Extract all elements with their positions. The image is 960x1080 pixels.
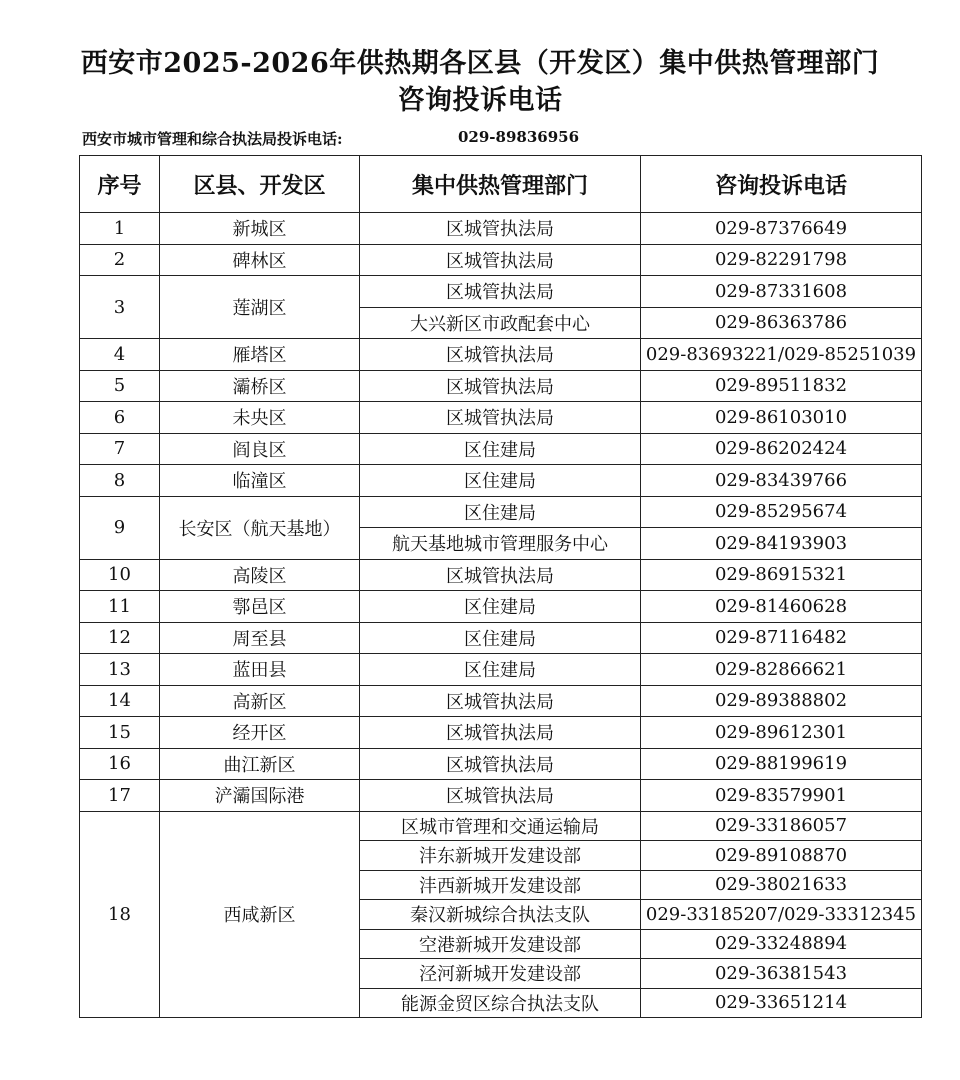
table-row: [80, 622, 922, 654]
table-row: [80, 402, 922, 434]
phone-cell: 029-89108870: [641, 841, 922, 871]
phone-cell: 029-88199619: [641, 748, 922, 780]
district-cell: 阎良区: [160, 433, 360, 465]
hotline-number: 029-89836956: [458, 128, 580, 146]
phone-cell: 029-33185207/029-33312345: [641, 900, 922, 930]
phone-cell: 029-86915321: [641, 559, 922, 591]
phone-cell: 029-89511832: [641, 370, 922, 402]
table-row: [80, 276, 922, 308]
serial-cell: 11: [80, 591, 160, 623]
serial-cell: 4: [80, 339, 160, 371]
district-cell: 碑林区: [160, 244, 360, 276]
district-cell: 高陵区: [160, 559, 360, 591]
table-body: [80, 213, 922, 1018]
department-cell: 区住建局: [360, 654, 641, 686]
serial-cell: 7: [80, 433, 160, 465]
department-cell: 能源金贸区综合执法支队: [360, 988, 641, 1018]
phone-cell: 029-83693221/029-85251039: [641, 339, 922, 371]
department-cell: 区城市管理和交通运输局: [360, 811, 641, 841]
heating-contacts-table: [79, 155, 922, 1018]
table-row: [80, 496, 922, 528]
phone-cell: 029-33186057: [641, 811, 922, 841]
table-row: [80, 559, 922, 591]
page-subtitle: 咨询投诉电话: [397, 85, 563, 116]
serial-cell: 12: [80, 622, 160, 654]
table-row: [80, 370, 922, 402]
serial-cell: 17: [80, 780, 160, 812]
table-row: [80, 685, 922, 717]
table-row: [80, 780, 922, 812]
table-row: [80, 433, 922, 465]
serial-cell: 18: [80, 811, 160, 1018]
department-cell: 空港新城开发建设部: [360, 929, 641, 959]
table-row: [80, 811, 922, 841]
phone-cell: 029-87376649: [641, 213, 922, 245]
table-row: [80, 244, 922, 276]
department-cell: 区城管执法局: [360, 748, 641, 780]
department-cell: 区城管执法局: [360, 685, 641, 717]
department-cell: 区住建局: [360, 465, 641, 497]
department-cell: 区住建局: [360, 591, 641, 623]
phone-cell: 029-33651214: [641, 988, 922, 1018]
serial-cell: 16: [80, 748, 160, 780]
serial-cell: 1: [80, 213, 160, 245]
serial-cell: 5: [80, 370, 160, 402]
phone-cell: 029-86363786: [641, 307, 922, 339]
table-row: [80, 213, 922, 245]
department-cell: 区住建局: [360, 433, 641, 465]
city-hotline: [82, 128, 580, 149]
header-serial: 序号: [80, 156, 160, 213]
department-cell: 大兴新区市政配套中心: [360, 307, 641, 339]
department-cell: 区城管执法局: [360, 276, 641, 308]
phone-cell: 029-89612301: [641, 717, 922, 749]
district-cell: 莲湖区: [160, 276, 360, 339]
department-cell: 沣西新城开发建设部: [360, 870, 641, 900]
district-cell: 西咸新区: [160, 811, 360, 1018]
table-header-row: [80, 156, 922, 213]
hotline-label: 西安市城市管理和综合执法局投诉电话:: [82, 130, 343, 148]
district-cell: 蓝田县: [160, 654, 360, 686]
district-cell: 高新区: [160, 685, 360, 717]
serial-cell: 13: [80, 654, 160, 686]
phone-cell: 029-87331608: [641, 276, 922, 308]
department-cell: 区城管执法局: [360, 780, 641, 812]
department-cell: 区住建局: [360, 622, 641, 654]
department-cell: 秦汉新城综合执法支队: [360, 900, 641, 930]
serial-cell: 14: [80, 685, 160, 717]
district-cell: 周至县: [160, 622, 360, 654]
serial-cell: 2: [80, 244, 160, 276]
table-row: [80, 339, 922, 371]
header-district: 区县、开发区: [160, 156, 360, 213]
phone-cell: 029-85295674: [641, 496, 922, 528]
department-cell: 沣东新城开发建设部: [360, 841, 641, 871]
department-cell: 航天基地城市管理服务中心: [360, 528, 641, 560]
phone-cell: 029-36381543: [641, 959, 922, 989]
district-cell: 经开区: [160, 717, 360, 749]
table-row: [80, 591, 922, 623]
district-cell: 浐灞国际港: [160, 780, 360, 812]
serial-cell: 15: [80, 717, 160, 749]
serial-cell: 6: [80, 402, 160, 434]
phone-cell: 029-81460628: [641, 591, 922, 623]
phone-cell: 029-89388802: [641, 685, 922, 717]
department-cell: 区城管执法局: [360, 559, 641, 591]
phone-cell: 029-82291798: [641, 244, 922, 276]
department-cell: 区城管执法局: [360, 402, 641, 434]
district-cell: 曲江新区: [160, 748, 360, 780]
table-row: [80, 465, 922, 497]
district-cell: 新城区: [160, 213, 360, 245]
phone-cell: 029-83579901: [641, 780, 922, 812]
table-row: [80, 717, 922, 749]
phone-cell: 029-38021633: [641, 870, 922, 900]
department-cell: 区城管执法局: [360, 717, 641, 749]
department-cell: 区城管执法局: [360, 339, 641, 371]
district-cell: 临潼区: [160, 465, 360, 497]
department-cell: 区城管执法局: [360, 244, 641, 276]
phone-cell: 029-87116482: [641, 622, 922, 654]
phone-cell: 029-82866621: [641, 654, 922, 686]
district-cell: 未央区: [160, 402, 360, 434]
header-department: 集中供热管理部门: [360, 156, 641, 213]
serial-cell: 3: [80, 276, 160, 339]
department-cell: 泾河新城开发建设部: [360, 959, 641, 989]
serial-cell: 9: [80, 496, 160, 559]
phone-cell: 029-86202424: [641, 433, 922, 465]
district-cell: 灞桥区: [160, 370, 360, 402]
table-row: [80, 748, 922, 780]
phone-cell: 029-83439766: [641, 465, 922, 497]
district-cell: 鄠邑区: [160, 591, 360, 623]
phone-cell: 029-86103010: [641, 402, 922, 434]
serial-cell: 10: [80, 559, 160, 591]
table-row: [80, 654, 922, 686]
department-cell: 区住建局: [360, 496, 641, 528]
district-cell: 雁塔区: [160, 339, 360, 371]
department-cell: 区城管执法局: [360, 213, 641, 245]
header-phone: 咨询投诉电话: [641, 156, 922, 213]
district-cell: 长安区（航天基地）: [160, 496, 360, 559]
department-cell: 区城管执法局: [360, 370, 641, 402]
serial-cell: 8: [80, 465, 160, 497]
phone-cell: 029-84193903: [641, 528, 922, 560]
phone-cell: 029-33248894: [641, 929, 922, 959]
page-title: 西安市2025-2026年供热期各区县（开发区）集中供热管理部门: [80, 48, 880, 79]
